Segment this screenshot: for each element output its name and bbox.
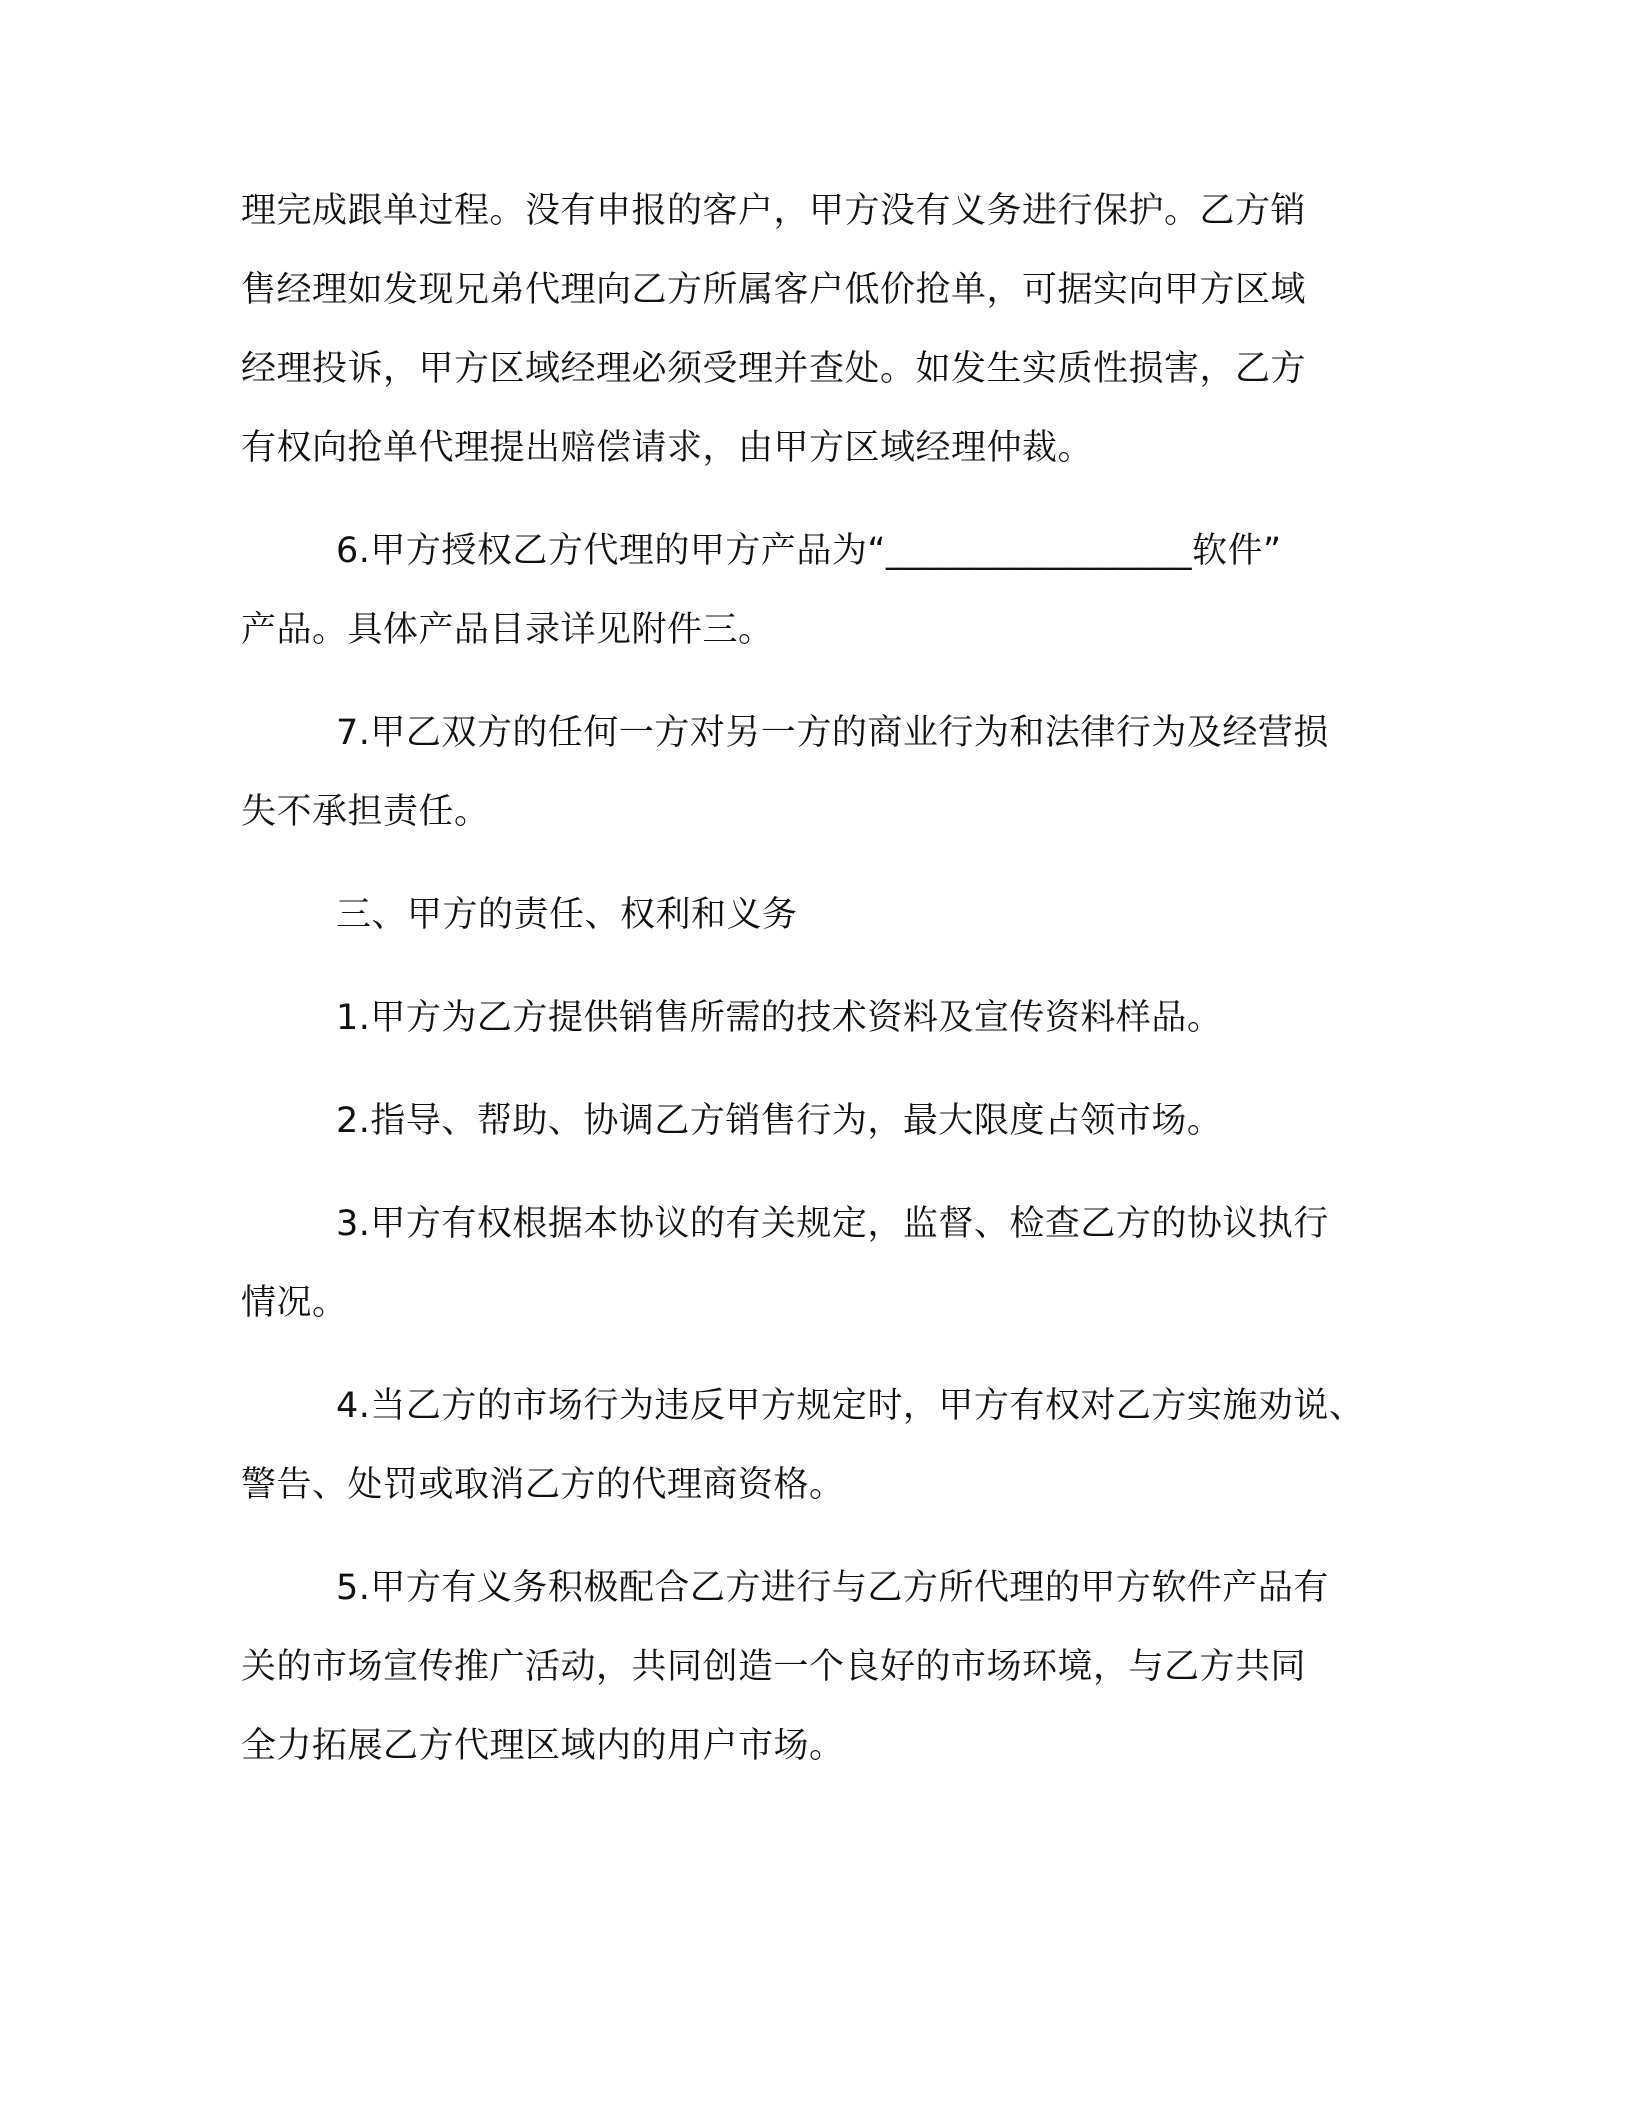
text-line: 1.甲方为乙方提供销售所需的技术资料及宣传资料样品。: [336, 998, 1223, 1038]
paragraph-item-7: [241, 708, 1396, 837]
text-line: 4.当乙方的市场行为违反甲方规定时，甲方有权对乙方实施劝说、: [336, 1386, 1365, 1426]
text-line: 警告、处罚或取消乙方的代理商资格。: [241, 1465, 845, 1505]
text-line: 全力拓展乙方代理区域内的用户市场。: [241, 1726, 845, 1766]
text-line: 有权向抢单代理提出赔偿请求，由甲方区域经理仲裁。: [241, 428, 1094, 468]
text-line: 情况。: [241, 1283, 348, 1323]
paragraph-s3-item-3: [241, 1199, 1396, 1328]
text-line: 7.甲乙双方的任何一方对另一方的商业行为和法律行为及经营损: [336, 713, 1329, 753]
text-line: 售经理如发现兄弟代理向乙方所属客户低价抢单，可据实向甲方区域: [241, 270, 1307, 310]
paragraph-continuation: [241, 186, 1396, 473]
paragraph-s3-item-4: [241, 1381, 1396, 1510]
text-line: 产品。具体产品目录详见附件三。: [241, 610, 774, 650]
text-line: 3.甲方有权根据本协议的有关规定，监督、检查乙方的协议执行: [336, 1204, 1329, 1244]
section-heading: [241, 890, 1396, 940]
text-line: 理完成跟单过程。没有申报的客户，甲方没有义务进行保护。乙方销: [241, 191, 1307, 231]
text-line: 经理投诉，甲方区域经理必须受理并查处。如发生实质性损害，乙方: [241, 349, 1307, 389]
document-body: [241, 186, 1396, 1771]
text-line: 5.甲方有义务积极配合乙方进行与乙方所代理的甲方软件产品有: [336, 1568, 1329, 1608]
section-title: 三、甲方的责任、权利和义务: [336, 895, 798, 935]
paragraph-s3-item-5: [241, 1563, 1396, 1771]
text-line: 失不承担责任。: [241, 792, 490, 832]
paragraph-s3-item-2: [241, 1096, 1396, 1146]
text-line: 2.指导、帮助、协调乙方销售行为，最大限度占领市场。: [336, 1101, 1223, 1141]
text-line: 6.甲方授权乙方代理的甲方产品为“_________________软件”: [336, 531, 1282, 571]
text-line: 关的市场宣传推广活动，共同创造一个良好的市场环境，与乙方共同: [241, 1647, 1307, 1687]
paragraph-s3-item-1: [241, 993, 1396, 1043]
paragraph-item-6: [241, 526, 1396, 655]
